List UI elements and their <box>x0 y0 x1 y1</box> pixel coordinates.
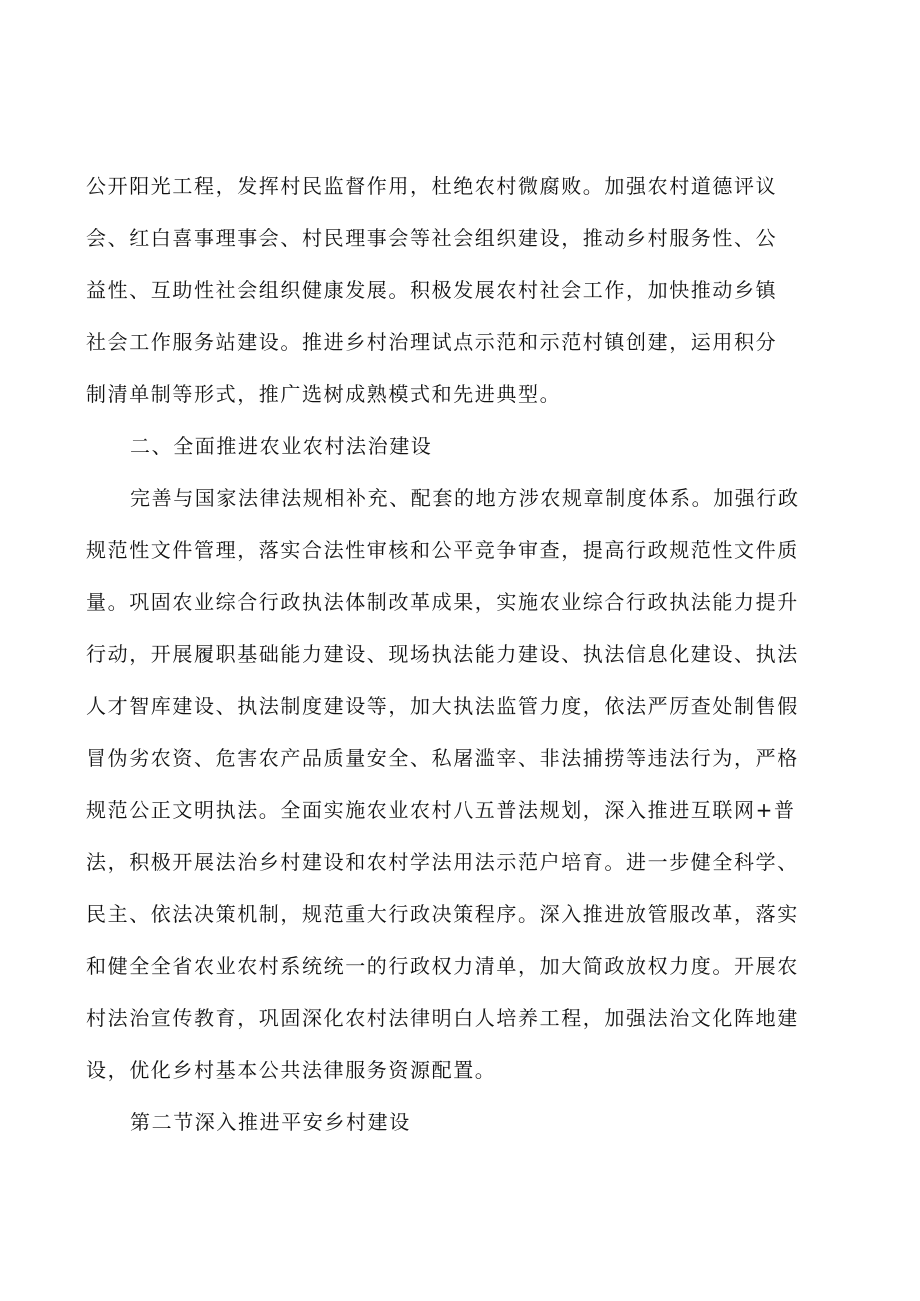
text-line: 和健全全省农业农村系统统一的行政权力清单，加大简政放权力度。开展农 <box>86 954 799 978</box>
section-heading-rule-of-law: 二、全面推进农业农村法治建设 <box>130 434 433 458</box>
text-line: 量。巩固农业综合行政执法体制改革成果，实施农业综合行政执法能力提升 <box>86 590 799 614</box>
text-line: 村法治宣传教育，巩固深化农村法律明白人培养工程，加强法治文化阵地建 <box>86 1006 799 1030</box>
text-line: 行动，开展履职基础能力建设、现场执法能力建设、执法信息化建设、执法 <box>86 642 799 666</box>
paragraph-rule-of-law <box>86 472 856 1096</box>
text-line: 民主、依法决策机制，规范重大行政决策程序。深入推进放管服改革，落实 <box>86 902 799 926</box>
text-line: 法，积极开展法治乡村建设和农村学法用法示范户培育。进一步健全科学、 <box>86 850 799 874</box>
text-line: 规范公正文明执法。全面实施农业农村八五普法规划，深入推进互联网+普 <box>86 798 796 822</box>
text-line: 会、红白喜事理事会、村民理事会等社会组织建设，推动乡村服务性、公 <box>86 226 778 250</box>
text-line: 制清单制等形式，推广选树成熟模式和先进典型。 <box>86 382 562 406</box>
section-heading-safe-village: 第二节深入推进平安乡村建设 <box>130 1110 411 1134</box>
text-line: 完善与国家法律法规相补充、配套的地方涉农规章制度体系。加强行政 <box>130 486 800 510</box>
document-body <box>86 160 856 1148</box>
text-line: 设，优化乡村基本公共法律服务资源配置。 <box>86 1058 497 1082</box>
paragraph-village-governance <box>86 160 856 420</box>
text-line: 益性、互助性社会组织健康发展。积极发展农村社会工作，加快推动乡镇 <box>86 278 778 302</box>
text-line: 冒伪劣农资、危害农产品质量安全、私屠滥宰、非法捕捞等违法行为，严格 <box>86 746 799 770</box>
text-line: 规范性文件管理，落实合法性审核和公平竞争审查，提高行政规范性文件质 <box>86 538 799 562</box>
text-line: 公开阳光工程，发挥村民监督作用，杜绝农村微腐败。加强农村道德评议 <box>86 174 778 198</box>
text-line: 社会工作服务站建设。推进乡村治理试点示范和示范村镇创建，运用积分 <box>86 330 778 354</box>
text-line: 人才智库建设、执法制度建设等，加大执法监管力度，依法严厉查处制售假 <box>86 694 799 718</box>
